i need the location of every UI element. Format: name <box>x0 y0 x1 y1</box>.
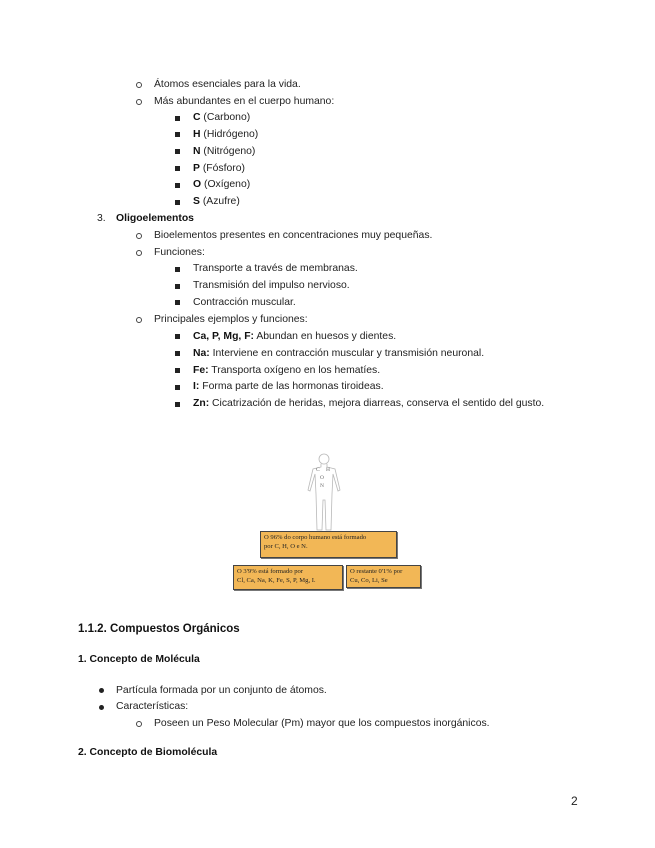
bullet-circle <box>136 721 142 727</box>
list-item: Más abundantes en el cuerpo humano: <box>154 96 335 107</box>
body-letter-n: N <box>320 483 324 489</box>
element-item-p: P (Fósforo) <box>193 163 245 174</box>
human-body-figure <box>300 450 348 532</box>
element-item-h: H (Hidrógeno) <box>193 129 259 140</box>
section-title: Oligoelementos <box>116 213 194 224</box>
function-item: Contracción muscular. <box>193 297 296 308</box>
bullet-square <box>175 334 180 339</box>
list-item: Características: <box>116 701 189 712</box>
subsection-heading: 2. Concepto de Biomolécula <box>78 747 218 758</box>
bullet-square <box>175 351 180 356</box>
bullet-square <box>175 200 180 205</box>
info-box-line: Cu, Co, Li, Se <box>350 576 388 584</box>
body-letter-o: O <box>320 475 324 481</box>
list-item: Bioelementos presentes en concentraciones muy pequeñas. <box>154 230 433 241</box>
bullet-circle <box>136 82 142 88</box>
element-item-o: O (Oxígeno) <box>193 179 251 190</box>
example-item: I: Forma parte de las hormonas tiroideas. <box>193 381 384 392</box>
function-item: Transporte a través de membranas. <box>193 263 358 274</box>
bullet-square <box>175 166 180 171</box>
bullet-square <box>175 267 180 272</box>
info-box-line: O restante 0'1% por <box>350 568 403 575</box>
bullet-square <box>175 300 180 305</box>
element-item-n: N (Nitrógeno) <box>193 146 256 157</box>
example-item: Ca, P, Mg, F: Abundan en huesos y dientes. <box>193 331 397 342</box>
info-box-line: O 96% do corpo humano está formado <box>264 534 367 541</box>
bullet-square <box>175 132 180 137</box>
bullet-square <box>175 284 180 289</box>
section-heading: 1.1.2. Compuestos Orgánicos <box>78 623 240 635</box>
bullet-square <box>175 149 180 154</box>
info-box-line: Cl, Ca, Na, K, Fe, S, P, Mg, I. <box>237 576 316 584</box>
info-box-line: por C, H, O e N. <box>264 542 308 550</box>
list-item: Funciones: <box>154 247 205 258</box>
bullet-dot <box>99 705 104 710</box>
list-item: Principales ejemplos y funciones: <box>154 314 308 325</box>
bullet-square <box>175 385 180 390</box>
subsection-heading: 1. Concepto de Molécula <box>78 654 200 665</box>
example-item: Na: Interviene en contracción muscular y transmisión neuronal. <box>193 348 485 359</box>
element-item-s: S (Azufre) <box>193 196 240 207</box>
list-number: 3. <box>97 213 106 224</box>
info-box-39 <box>233 565 343 590</box>
list-item: Poseen un Peso Molecular (Pm) mayor que los compuestos inorgánicos. <box>154 718 490 729</box>
bullet-square <box>175 402 180 407</box>
bullet-circle <box>136 250 142 256</box>
bullet-circle <box>136 99 142 105</box>
list-item: Átomos esenciales para la vida. <box>154 79 301 90</box>
function-item: Transmisión del impulso nervioso. <box>193 280 350 291</box>
bullet-dot <box>99 688 104 693</box>
bullet-square <box>175 183 180 188</box>
body-letter-h: H <box>326 467 330 473</box>
page-number: 2 <box>571 794 578 808</box>
list-item: Partícula formada por un conjunto de átomos. <box>116 685 327 696</box>
bullet-circle <box>136 233 142 239</box>
body-letter-c: C <box>316 467 320 473</box>
example-item: Fe: Transporta oxígeno en los hematíes. <box>193 365 381 376</box>
bullet-square <box>175 116 180 121</box>
info-box-96 <box>260 531 397 558</box>
element-item-c: C (Carbono) <box>193 112 251 123</box>
info-box-line: O 3'9% está formado por <box>237 568 304 575</box>
example-item: Zn: Cicatrización de heridas, mejora diarreas, conserva el sentido del gusto. <box>193 398 545 409</box>
info-box-01 <box>346 565 421 588</box>
bullet-square <box>175 368 180 373</box>
bullet-circle <box>136 317 142 323</box>
